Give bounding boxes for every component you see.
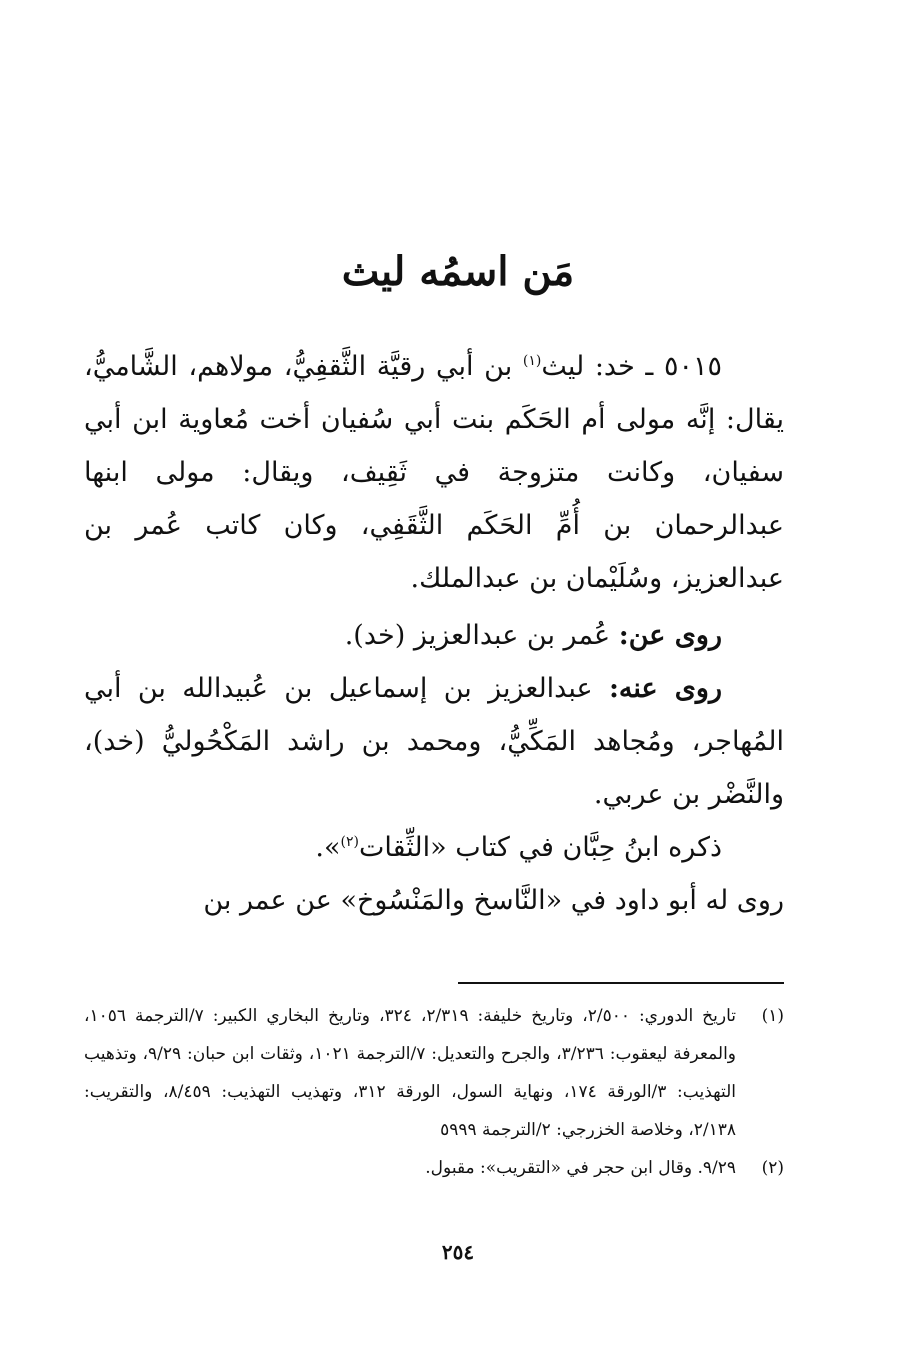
entry-paragraph-abu-dawud: روى له أبو داود في «النَّاسخ والمَنْسُوخ» عن عمر بن [203,885,784,916]
page-number: ٢٥٤ [441,1240,475,1264]
narrators-label: روى عنه: [608,673,722,704]
section-heading: مَن اسمُه ليث [341,248,575,295]
biography-entry [84,340,784,927]
footnote-number: (٢) [761,1158,784,1178]
footnote-number: (١) [761,1006,784,1026]
entry-paragraph-thiqat [84,821,784,874]
thiqat-text: ذكره ابنُ حِبَّان في كتاب «الثِّقات [358,832,722,863]
footnote-item [84,1149,784,1187]
thiqat-text-end: ». [315,832,341,863]
footnote-ref-1: (١) [522,353,542,369]
footnote-ref-2: (٢) [340,834,359,850]
narrated-from-label: روى عن: [618,620,722,651]
entry-intro-text: بن أبي رقيَّة الثَّقفِيُّ، مولاهم، الشَّاميُّ، يقال: إنَّه مولى أم الحَكَم بنت أبي سُفيان أخت مُعاوية ابن أبي سفيان، وكانت متزوجة في ثَقِيف، ويقال: مولى ابنها عبدالرحمان بن أُمِّ الحَكَم الثَّقَفِي، وكان كاتب عُمر بن عبدالعزيز، وسُلَيْمان بن عبدالملك. [84,351,784,594]
narrators-text: عبدالعزيز بن إسماعيل بن عُبيدالله بن أبي المُهاجر، ومُجاهد المَكِّيُّ، ومحمد بن راشد المَكْحُوليُّ (خد)، والنَّضْر بن عربي. [84,673,784,810]
footnote-item [84,997,784,1149]
footnotes [84,997,784,1187]
footnote-text: ٩/٢٩. وقال ابن حجر في «التقريب»: مقبول. [425,1158,736,1178]
footnote-text: تاريخ الدوري: ٢/٥٠٠، وتاريخ خليفة: ٢/٣١٩، ٣٢٤، وتاريخ البخاري الكبير: ٧/الترجمة ١٠٥٦، والمعرفة ليعقوب: ٣/٢٣٦، والجرح والتعديل: ٧/الترجمة ١٠٢١، وثقات ابن حبان: ٩/٢٩، وتذهيب التهذيب: ٣/الورقة ١٧٤، ونهاية السول، الورقة ٣١٢، وتهذيب التهذيب: ٨/٤٥٩، والتقريب: ٢/١٣٨، وخلاصة الخزرجي: ٢/الترجمة ٥٩٩٩ [84,1006,737,1140]
entry-paragraph-intro [84,340,784,605]
entry-paragraph-narrators [84,662,784,821]
narrated-from-text: عُمر بن عبدالعزيز (خد). [344,620,619,651]
entry-name: ٥٠١٥ ـ خد: ليث [541,351,722,382]
entry-paragraph-narrated-from [84,609,784,662]
footnote-separator [458,982,784,984]
